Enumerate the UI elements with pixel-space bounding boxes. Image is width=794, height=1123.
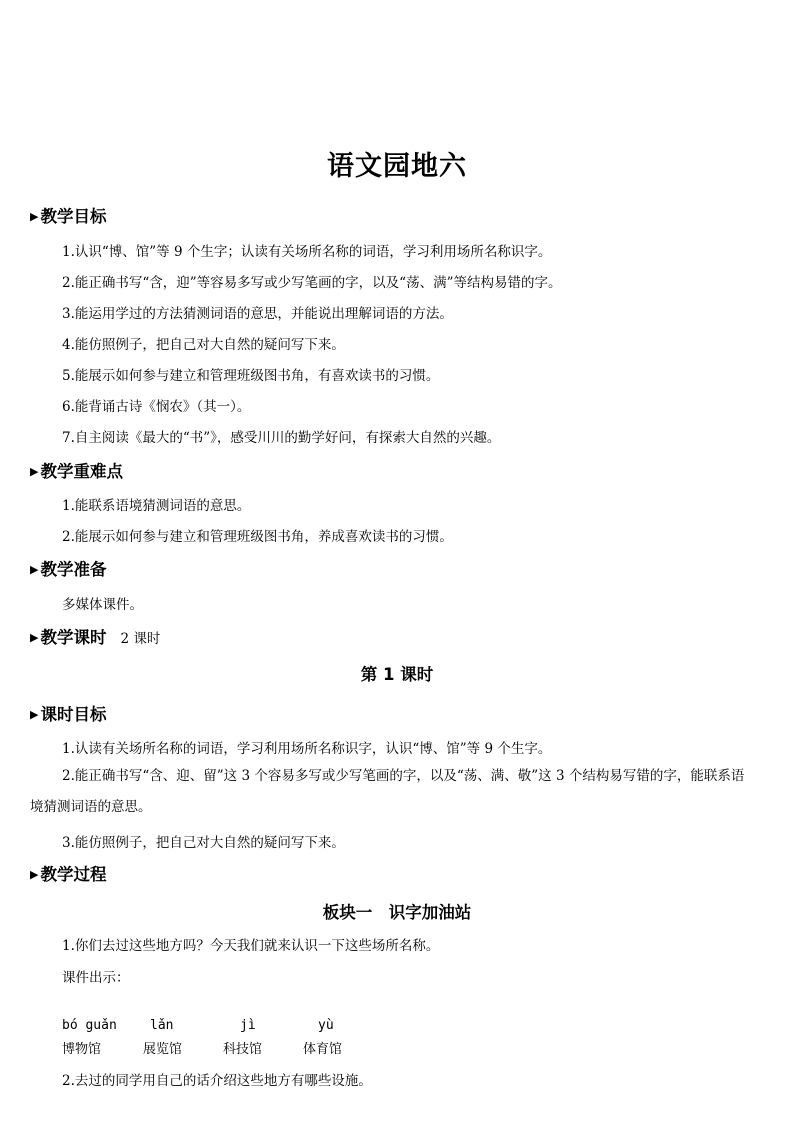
prep-item: 多媒体课件。 <box>62 597 143 613</box>
goal-item: 3.能运用学过的方法猜测词语的意思，并能说出理解词语的方法。 <box>62 306 453 322</box>
heading-text: 教学目标 <box>40 207 107 226</box>
heading-text: 教学重难点 <box>40 462 123 481</box>
block-title: 板块一 识字加油站 <box>322 903 472 922</box>
triangle-bullet-icon: ▶ <box>30 868 39 881</box>
triangle-bullet-icon: ▶ <box>30 465 39 478</box>
pinyin-label: yù <box>318 1018 334 1033</box>
process-step: 2.去过的同学用自己的话介绍这些地方有哪些设施。 <box>62 1073 372 1089</box>
triangle-bullet-icon: ▶ <box>30 631 39 644</box>
pinyin-label: lǎn <box>150 1018 174 1033</box>
place-word: 体育馆 <box>303 1042 343 1057</box>
pinyin-label: bó guǎn <box>62 1018 117 1033</box>
heading-class-hours <box>30 624 160 648</box>
goal-item: 6.能背诵古诗《悯农》（其一）。 <box>62 399 251 415</box>
lesson-goal-item: 1.认读有关场所名称的词语，学习利用场所名称识字，认识“博、馆”等 9 个生字。 <box>62 741 552 757</box>
process-step: 课件出示： <box>62 970 130 986</box>
heading-lesson-goals <box>30 701 106 725</box>
process-step: 1.你们去过这些地方吗？今天我们就来认识一下这些场所名称。 <box>62 938 440 954</box>
class-hours-value: 2 课时 <box>120 631 161 647</box>
heading-teaching-process <box>30 861 106 885</box>
lesson-title: 第 1 课时 <box>360 665 434 684</box>
place-word: 展览馆 <box>143 1042 183 1057</box>
place-word: 博物馆 <box>62 1042 102 1057</box>
goal-item: 2.能正确书写“含，迎”等容易多写或少写笔画的字，以及“荡、满”等结构易错的字。 <box>62 275 562 291</box>
key-point-item: 1.能联系语境猜测词语的意思。 <box>62 498 251 514</box>
heading-text: 教学过程 <box>40 865 107 884</box>
heading-text: 教学课时 <box>40 628 107 647</box>
heading-key-points <box>30 458 123 482</box>
key-point-item: 2.能展示如何参与建立和管理班级图书角，养成喜欢读书的习惯。 <box>62 529 453 545</box>
goal-item: 4.能仿照例子，把自己对大自然的疑问写下来。 <box>62 337 345 353</box>
heading-teaching-goals <box>30 203 106 227</box>
lesson-goal-item: 2.能正确书写“含、迎、留”这 3 个容易多写或少写笔画的字，以及“荡、满、敬”这 3 个结构易写错的字，能联系语境猜测词语的意思。 <box>30 768 745 815</box>
lesson-goal-item: 3.能仿照例子，把自己对大自然的疑问写下来。 <box>62 835 345 851</box>
triangle-bullet-icon: ▶ <box>30 210 39 223</box>
heading-text: 教学准备 <box>40 560 107 579</box>
place-word: 科技馆 <box>223 1042 263 1057</box>
heading-text: 课时目标 <box>40 705 107 724</box>
goal-item: 7.自主阅读《最大的“书”》，感受川川的勤学好问，有探索大自然的兴趣。 <box>62 430 501 446</box>
goal-item: 5.能展示如何参与建立和管理班级图书角，有喜欢读书的习惯。 <box>62 368 440 384</box>
heading-preparation <box>30 556 106 580</box>
triangle-bullet-icon: ▶ <box>30 563 39 576</box>
triangle-bullet-icon: ▶ <box>30 708 39 721</box>
page-title: 语文园地六 <box>327 151 467 182</box>
pinyin-label: jì <box>240 1018 256 1033</box>
goal-item: 1.认识“博、馆”等 9 个生字；认读有关场所名称的词语，学习利用场所名称识字。 <box>62 244 552 260</box>
